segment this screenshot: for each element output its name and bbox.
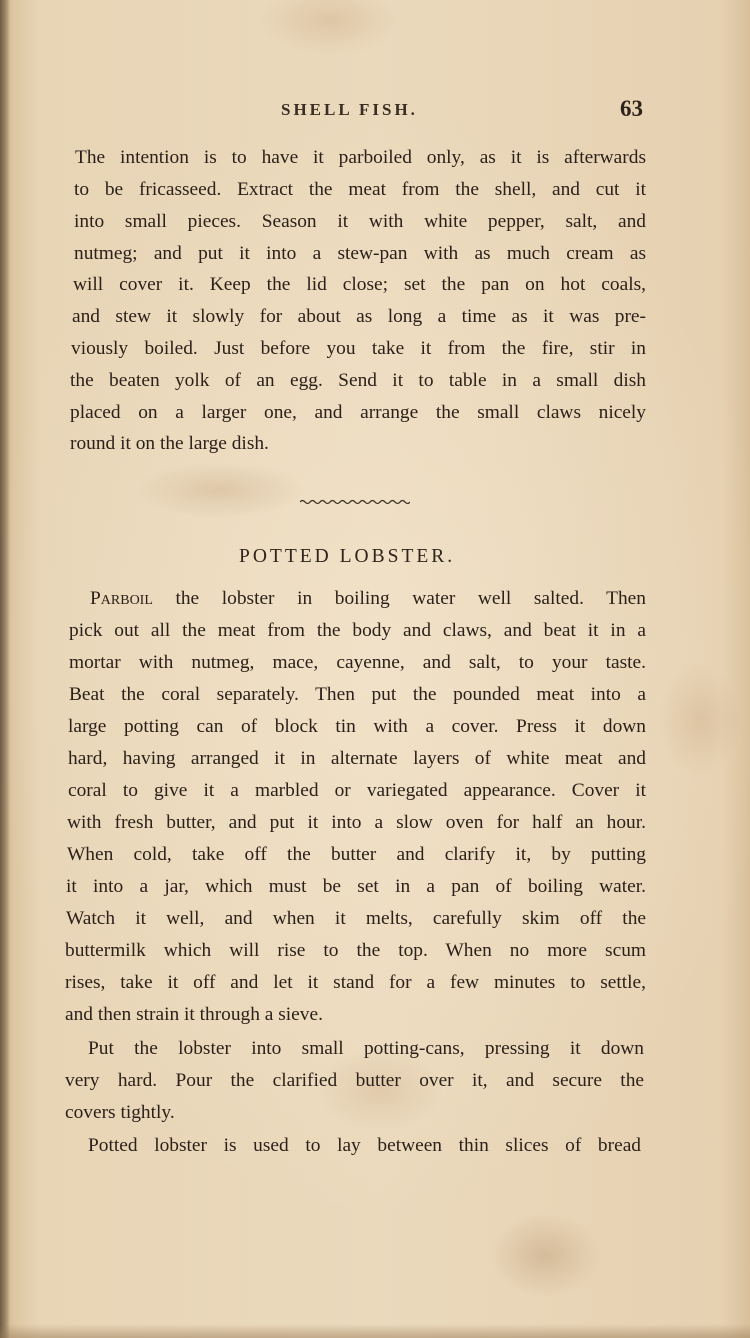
text-line: The intention is to have it parboiled only, as it is afterwards	[75, 147, 646, 168]
text-line: coral to give it a marbled or variegated appearance. Cover it	[68, 780, 646, 801]
text-line: it into a jar, which must be set in a pan of boiling water.	[66, 876, 646, 897]
text-line: with fresh butter, and put it into a slow oven for half an hour.	[67, 812, 646, 833]
text-line-first	[90, 587, 646, 611]
text-line: round it on the large dish.	[70, 433, 269, 454]
text-line: When cold, take off the butter and clarify it, by putting	[67, 844, 646, 865]
text-line: into small pieces. Season it with white pepper, salt, and	[74, 211, 646, 232]
text-line: very hard. Pour the clarified butter over it, and secure the	[65, 1070, 644, 1091]
text-line: Watch it well, and when it melts, carefully skim off the	[66, 908, 646, 929]
text-line: placed on a larger one, and arrange the small claws nicely	[70, 402, 646, 423]
page-number: 63	[620, 96, 643, 121]
running-head	[0, 96, 750, 126]
section-divider-ornament	[300, 499, 410, 505]
text-line: nutmeg; and put it into a stew-pan with as much cream as	[74, 243, 646, 264]
text-line: mortar with nutmeg, mace, cayenne, and salt, to your taste.	[69, 652, 646, 673]
section-first-line-rest: the lobster in boiling water well salted. Then	[152, 588, 646, 609]
text-line: Beat the coral separately. Then put the pounded meat into a	[69, 684, 646, 705]
text-line: buttermilk which will rise to the top. When no more scum	[65, 940, 646, 961]
text-line: covers tightly.	[65, 1102, 175, 1123]
text-line: to be fricasseed. Extract the meat from the shell, and cut it	[74, 179, 646, 200]
text-line: Put the lobster into small potting-cans, pressing it down	[88, 1038, 644, 1059]
text-line: will cover it. Keep the lid close; set the pan on hot coals,	[73, 274, 646, 295]
text-line: viously boiled. Just before you take it from the fire, stir in	[71, 338, 646, 359]
page-bottom-edge	[0, 1324, 750, 1338]
page-spine-edge	[0, 0, 10, 1338]
text-line: large potting can of block tin with a cover. Press it down	[68, 716, 646, 737]
text-line: pick out all the meat from the body and claws, and beat it in a	[69, 620, 646, 641]
text-line: the beaten yolk of an egg. Send it to table in a small dish	[70, 370, 646, 391]
text-line: rises, take it off and let it stand for a few minutes to settle,	[65, 972, 646, 993]
section-first-word: Parboil	[90, 588, 153, 609]
text-line: hard, having arranged it in alternate layers of white meat and	[68, 748, 646, 769]
section-heading: POTTED LOBSTER.	[239, 546, 456, 567]
text-line: and then strain it through a sieve.	[65, 1004, 323, 1025]
running-head-title: SHELL FISH.	[281, 100, 418, 119]
text-line: and stew it slowly for about as long a time as it was pre-	[72, 306, 646, 327]
text-line: Potted lobster is used to lay between thin slices of bread	[88, 1135, 641, 1156]
